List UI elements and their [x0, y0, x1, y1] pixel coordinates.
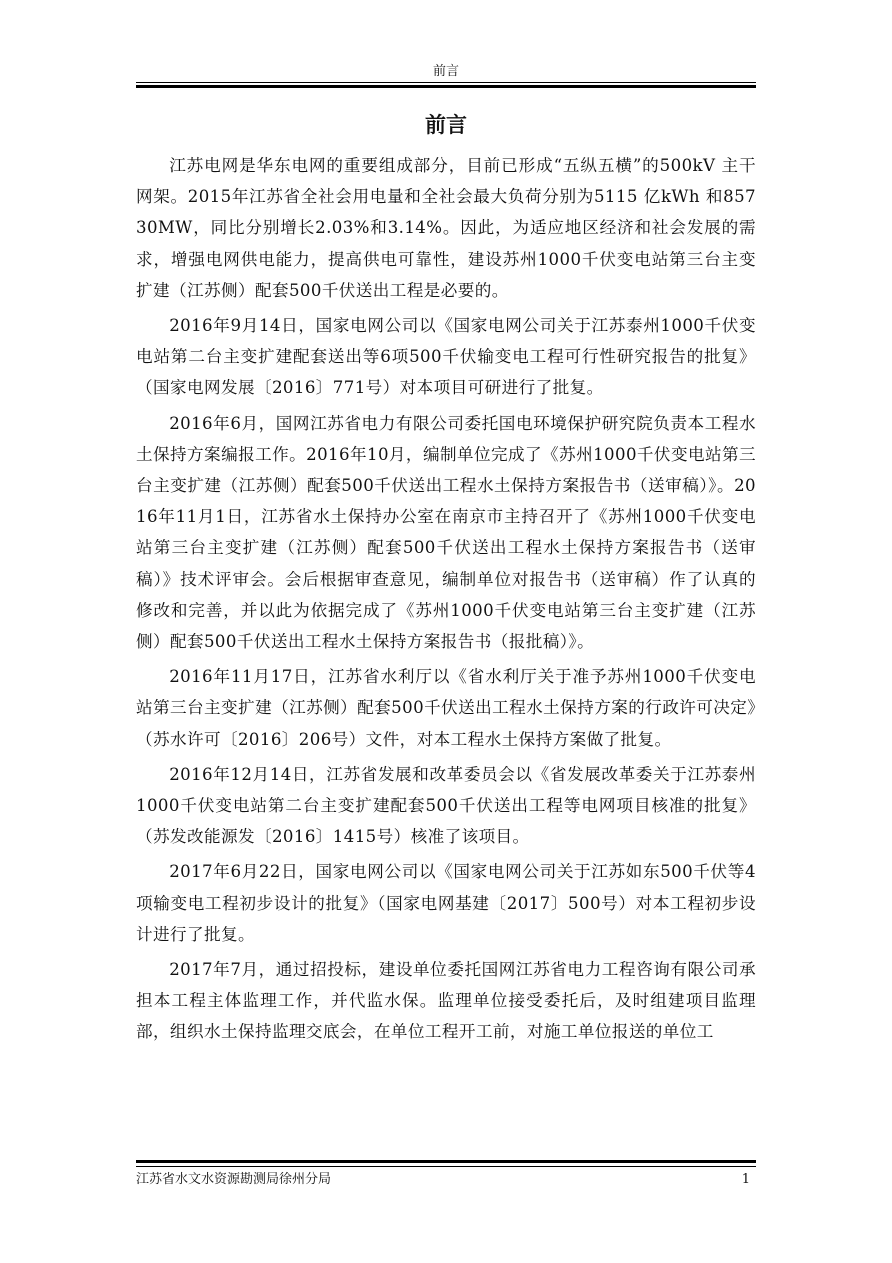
footer-rule-thin [136, 1166, 756, 1167]
header-rule-thin [136, 82, 756, 83]
paragraph-6: 2017年6月22日，国家电网公司以《国家电网公司关于江苏如东500千伏等4项输变电工程初步设计的批复》（国家电网基建〔2017〕500号）对本工程初步设计进行了批复。 [136, 862, 756, 944]
paragraph-1: 江苏电网是华东电网的重要组成部分，目前已形成“五纵五横”的500kV 主干网架。2015年江苏省全社会用电量和全社会最大负荷分别为5115 亿kWh 和85730MW，同比分别增长2.03%和3.14%。因此，为适应地区经济和社会发展的需求，增强电网供电能力，提高供电可靠性，建设苏州1000千伏变电站第三台主变扩建（江苏侧）配套500千伏送出工程是必要的。 [136, 156, 756, 300]
header-rule-thick [136, 85, 756, 88]
paragraph-7: 2017年7月，通过招投标，建设单位委托国网江苏省电力工程咨询有限公司承担本工程主体监理工作，并代监水保。监理单位接受委托后，及时组建项目监理部，组织水土保持监理交底会，在单位工程开工前，对施工单位报送的单位工 [136, 960, 756, 1042]
paragraph-4: 2016年11月17日，江苏省水利厅以《省水利厅关于准予苏州1000千伏变电站第三台主变扩建（江苏侧）配套500千伏送出工程水土保持方案的行政许可决定》（苏水许可〔2016〕206号）文件，对本工程水土保持方案做了批复。 [136, 667, 756, 749]
paragraph-2: 2016年9月14日，国家电网公司以《国家电网公司关于江苏泰州1000千伏变电站第二台主变扩建配套送出等6项500千伏输变电工程可行性研究报告的批复》（国家电网发展〔2016〕771号）对本项目可研进行了批复。 [136, 316, 756, 398]
page-title: 前言 [425, 113, 467, 137]
page-number: 1 [741, 1172, 750, 1187]
running-header: 前言 [432, 64, 459, 79]
footer-rule-thick [136, 1160, 756, 1163]
footer-organization: 江苏省水文水资源勘测局徐州分局 [136, 1172, 332, 1187]
body-text [136, 150, 756, 1052]
paragraph-3: 2016年6月，国网江苏省电力有限公司委托国电环境保护研究院负责本工程水土保持方案编报工作。2016年10月，编制单位完成了《苏州1000千伏变电站第三台主变扩建（江苏侧）配套500千伏送出工程水土保持方案报告书（送审稿）》。2016年11月1日，江苏省水土保持办公室在南京市主持召开了《苏州1000千伏变电站第三台主变扩建（江苏侧）配套500千伏送出工程水土保持方案报告书（送审稿）》技术评审会。会后根据审查意见，编制单位对报告书（送审稿）作了认真的修改和完善，并以此为依据完成了《苏州1000千伏变电站第三台主变扩建（江苏侧）配套500千伏送出工程水土保持方案报告书（报批稿）》。 [136, 413, 756, 652]
paragraph-5: 2016年12月14日，江苏省发展和改革委员会以《省发展改革委关于江苏泰州1000千伏变电站第二台主变扩建配套500千伏送出工程等电网项目核准的批复》（苏发改能源发〔2016〕1415号）核准了该项目。 [136, 764, 756, 847]
